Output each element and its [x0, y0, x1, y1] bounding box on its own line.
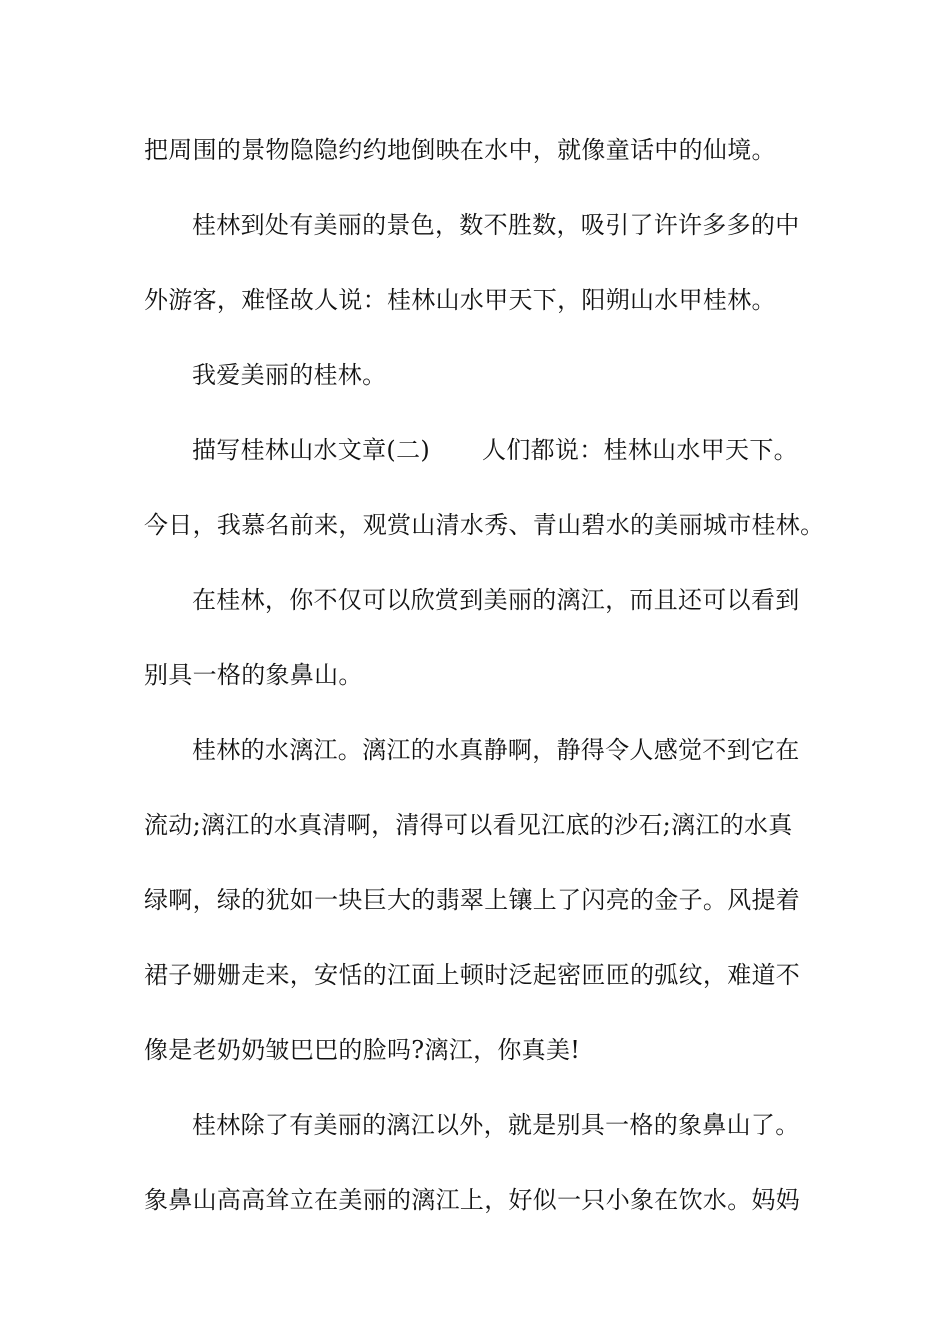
text-line: 象鼻山高高耸立在美丽的漓江上，好似一只小象在饮水。妈妈 [144, 1186, 801, 1214]
text-line: 今日，我慕名前来，观赏山清水秀、青山碧水的美丽城市桂林。 [144, 511, 825, 539]
text-line: 桂林到处有美丽的景色，数不胜数，吸引了许许多多的中 [192, 211, 800, 239]
text-line: 裙子姗姗走来，安恬的江面上顿时泛起密匝匝的弧纹，难道不 [144, 961, 801, 989]
text-line: 外游客，难怪故人说：桂林山水甲天下，阳朔山水甲桂林。 [144, 286, 776, 314]
article-heading: 描写桂林山水文章(二) [192, 436, 431, 464]
text-line: 流动;漓江的水真清啊，清得可以看见江底的沙石;漓江的水真 [144, 811, 793, 839]
text-line: 桂林的水漓江。漓江的水真静啊，静得令人感觉不到它在 [192, 736, 800, 764]
text-line: 桂林除了有美丽的漓江以外，就是别具一格的象鼻山了。 [192, 1111, 800, 1139]
text-line: 把周围的景物隐隐约约地倒映在水中，就像童话中的仙境。 [144, 136, 776, 164]
text-line: 在桂林，你不仅可以欣赏到美丽的漓江，而且还可以看到 [192, 586, 800, 614]
text-line [192, 430, 814, 470]
text-segment: 人们都说：桂林山水甲天下。 [482, 436, 798, 464]
text-line: 我爱美丽的桂林。 [192, 361, 387, 389]
text-line: 像是老奶奶皱巴巴的脸吗?漓江，你真美! [144, 1036, 581, 1064]
text-line: 别具一格的象鼻山。 [144, 661, 363, 689]
text-line: 绿啊，绿的犹如一块巨大的翡翠上镶上了闪亮的金子。风提着 [144, 886, 801, 914]
